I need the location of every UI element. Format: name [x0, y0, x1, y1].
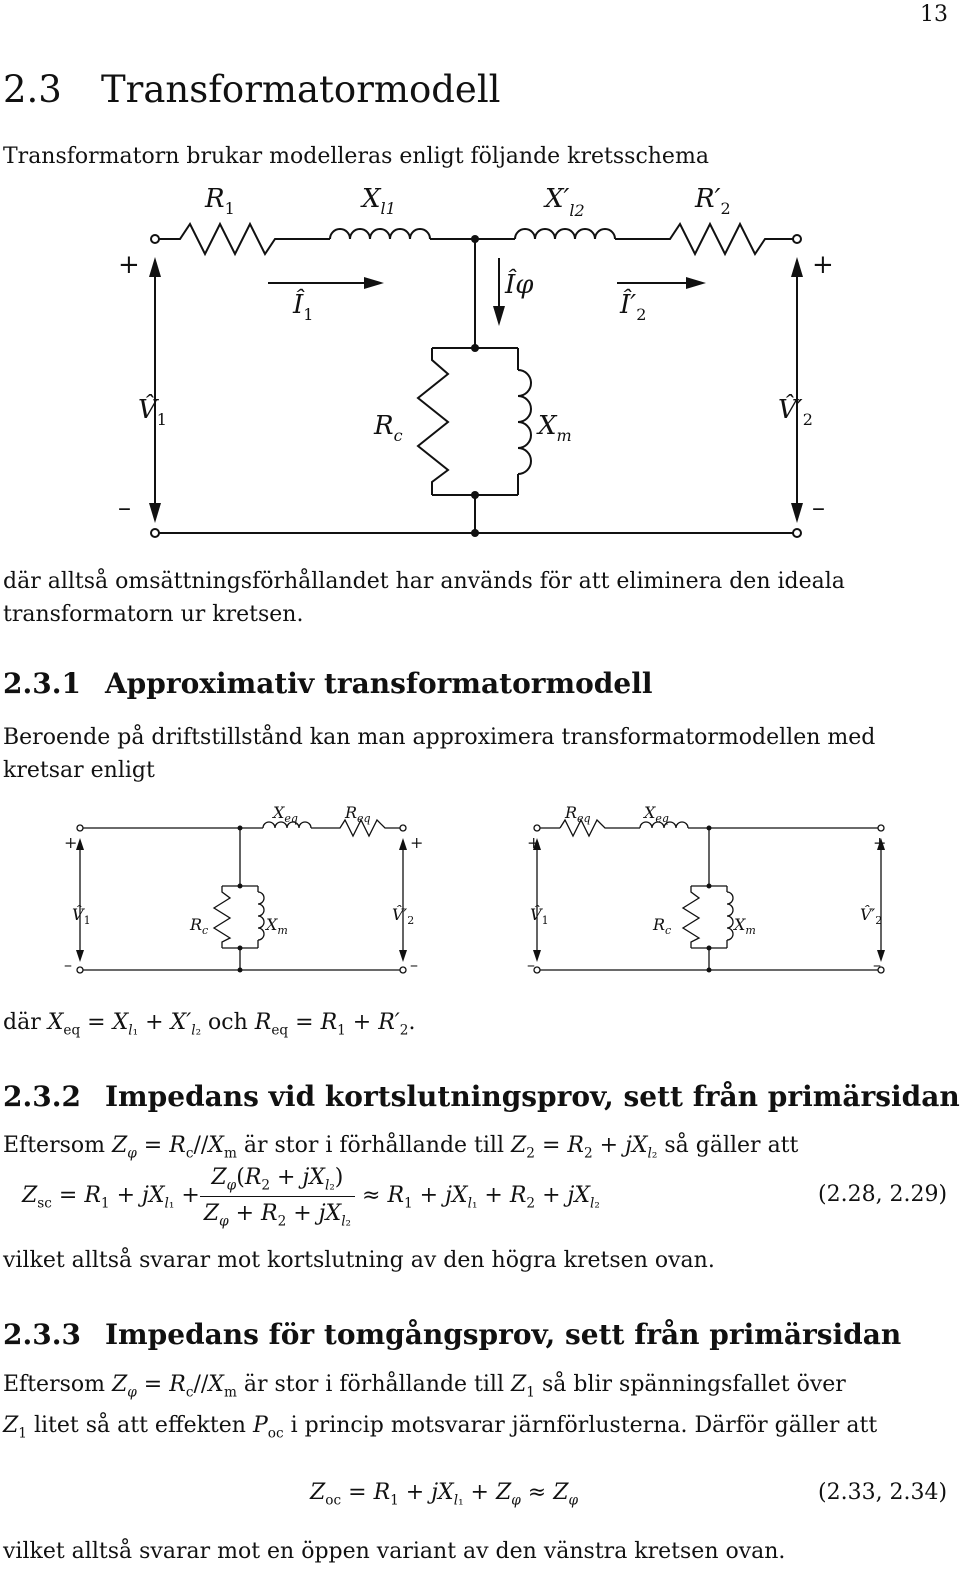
equation-open-circuit: $Z_{oc} = R_1 + jX_{l_1} + Z_\varphi \approx Z_\varphi$: [310, 1480, 579, 1509]
section-title: Transformatormodell: [101, 68, 501, 111]
label-Rc: $R_c$: [374, 411, 403, 445]
label-V2: $V̂'_2$: [778, 395, 813, 429]
sub2-paragraph: Eftersom $Z_\varphi = R_c//X_m$ är stor i förhållande till $Z_2 = R_2 + jX_{l_2}$ så gäller att: [3, 1133, 799, 1162]
label-I2: $Î'_2$: [620, 290, 647, 324]
small-right-Xeq: $X_{eq}$: [644, 803, 669, 825]
small-right-V2: $V̂'_2$: [860, 905, 883, 927]
plus-right: +: [812, 250, 834, 280]
equation-short-circuit: $Z_{sc} = R_1 + jX_{l_1}$ + $\frac{Z_\varphi(R_2 + jX_{l_2})}{Z_\varphi + R_2 + jX_{l_2}}$ ≈ $R_1 + jX_{l_1} + R_2 + jX_{l_2}$: [22, 1165, 600, 1229]
small-plus-1: +: [64, 833, 78, 852]
sub2-after-paragraph: vilket alltså svarar mot kortslutning av den högra kretsen ovan.: [3, 1248, 715, 1273]
intro-paragraph: Transformatorn brukar modelleras enligt följande kretsschema: [3, 144, 709, 169]
small-plus-4: +: [873, 833, 887, 852]
sub3-after-paragraph: vilket alltså svarar mot en öppen variant av den vänstra kretsen ovan.: [3, 1539, 786, 1564]
page-number: 13: [920, 2, 948, 27]
subsection-heading-1: 2.3.1 Approximativ transformatormodell: [3, 667, 653, 700]
small-left-Req: $R_{eq}$: [345, 803, 371, 825]
label-R2: $R'_2$: [695, 184, 731, 218]
approx-circuits-diagram: [0, 790, 960, 990]
small-right-V1: $V̂_1$: [530, 905, 549, 927]
sub3-paragraph: Eftersom $Z_\varphi = R_c//X_m$ är stor i förhållande till $Z_1$ så blir spänningsfallet över $Z_1$ litet så att effekten $P_{oc}$ i princip motsvarar järnförlusterna. Därför gäller att: [3, 1372, 878, 1442]
small-left-V1: $V̂_1$: [72, 905, 91, 927]
minus-right: –: [812, 493, 825, 523]
after-circuit-paragraph: där alltså omsättningsförhållandet har används för att eliminera den ideala transformatorn ur kretsen.: [3, 569, 845, 627]
section-number: 2.3: [3, 68, 62, 111]
sub1-paragraph: Beroende på driftstillstånd kan man approximera transformatormodellen med kretsar enligt: [3, 725, 876, 783]
small-minus-1: –: [64, 955, 72, 974]
small-minus-3: –: [527, 955, 535, 974]
small-right-Req: $R_{eq}$: [565, 803, 591, 825]
equation-number-2: (2.33, 2.34): [818, 1480, 948, 1505]
small-plus-2: +: [410, 833, 424, 852]
small-plus-3: +: [527, 833, 541, 852]
minus-left: –: [118, 493, 131, 523]
label-R1: $R_1$: [205, 184, 235, 218]
small-left-Xm: $X_m$: [266, 915, 288, 937]
label-Xl2: $X'_{l2}$: [545, 184, 585, 220]
definitions-line: där $X_{eq} = X_{l_1} + X'_{l_2}$ och $R_{eq} = R_1 + R'_2$.: [3, 1010, 416, 1039]
small-left-V2: $V̂'_2$: [392, 905, 415, 927]
small-left-Xeq: $X_{eq}$: [273, 803, 298, 825]
subsection-heading-2: 2.3.2 Impedans vid kortslutningsprov, sett från primärsidan: [3, 1080, 960, 1113]
label-Iphi: Îφ: [505, 270, 534, 300]
subsection-heading-3: 2.3.3 Impedans för tomgångsprov, sett från primärsidan: [3, 1318, 902, 1351]
label-I1: $Î_1$: [293, 290, 314, 324]
small-minus-4: –: [873, 955, 881, 974]
label-Xl1: $X_{l1}$: [362, 184, 396, 218]
equation-number-1: (2.28, 2.29): [818, 1182, 948, 1207]
small-right-Xm: $X_m$: [734, 915, 756, 937]
small-minus-2: –: [410, 955, 418, 974]
label-V1: $V̂_1$: [138, 395, 167, 429]
label-Xm: $X_m$: [538, 411, 572, 445]
small-left-Rc: $R_c$: [190, 915, 209, 937]
small-right-Rc: $R_c$: [653, 915, 672, 937]
plus-left: +: [118, 250, 140, 280]
transformer-circuit-diagram: [0, 0, 960, 560]
